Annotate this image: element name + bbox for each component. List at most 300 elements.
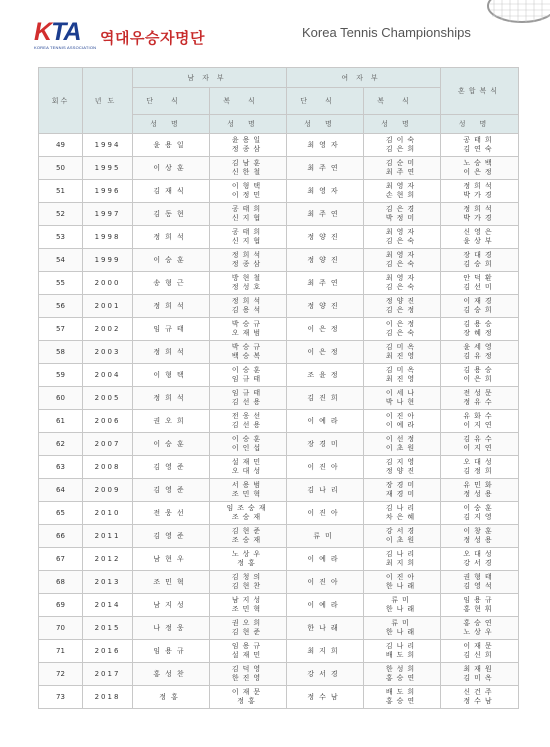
player-name: 김현준 (231, 527, 265, 535)
mixed-doubles-cell (441, 571, 519, 594)
women-singles-cell: 한나래 (287, 617, 364, 640)
player-name: 류미 (391, 619, 413, 627)
table-row (39, 456, 519, 479)
player-name: 박승규 (231, 343, 265, 351)
player-name: 신한철 (231, 168, 265, 176)
mixed-doubles-cell (441, 249, 519, 272)
player-name: 배도희 (385, 688, 419, 696)
player-name: 강서경 (463, 559, 496, 567)
champions-table (38, 67, 518, 709)
table-row (39, 226, 519, 249)
women-singles-cell: 정수남 (287, 686, 364, 709)
player-name: 김은숙 (385, 237, 419, 245)
men-division-header: 남자부 (133, 68, 287, 88)
year-cell: 2004 (83, 364, 133, 387)
mixed-doubles-cell (441, 686, 519, 709)
year-cell: 2003 (83, 341, 133, 364)
mixed-doubles-cell (441, 318, 519, 341)
men-singles-cell: 남지성 (133, 594, 210, 617)
table-row (39, 686, 519, 709)
round-cell: 49 (39, 134, 83, 157)
table-row (39, 134, 519, 157)
women-division-header: 여자부 (287, 68, 441, 88)
player-name: 이은정 (385, 320, 419, 328)
women-singles-cell: 정양진 (287, 295, 364, 318)
player-name: 이형택 (231, 182, 265, 190)
player-name: 최영자 (385, 251, 419, 259)
player-name: 정희석 (463, 205, 496, 213)
round-cell: 62 (39, 433, 83, 456)
mixed-doubles-cell (441, 272, 519, 295)
women-singles-cell: 최지희 (287, 640, 364, 663)
men-singles-cell: 김영준 (133, 456, 210, 479)
table-row (39, 663, 519, 686)
player-name: 장혜정 (463, 329, 496, 337)
player-name: 정홍 (237, 697, 259, 705)
men-doubles-cell (210, 548, 287, 571)
player-name: 한성희 (385, 665, 419, 673)
men-doubles-cell (210, 387, 287, 410)
men-singles-cell: 이형택 (133, 364, 210, 387)
player-name: 정유수 (463, 398, 496, 406)
player-name: 오대성 (463, 550, 496, 558)
player-name: 김미옥 (385, 366, 419, 374)
mixed-doubles-cell (441, 525, 519, 548)
round-cell: 53 (39, 226, 83, 249)
women-singles-cell: 이진아 (287, 571, 364, 594)
mixed-doubles-cell (441, 617, 519, 640)
player-name: 이승훈 (231, 366, 265, 374)
table-row (39, 640, 519, 663)
player-name: 설재민 (231, 651, 265, 659)
round-cell: 59 (39, 364, 83, 387)
player-name: 김선용 (231, 421, 265, 429)
mixed-doubles-cell (441, 456, 519, 479)
women-doubles-cell (364, 594, 441, 617)
player-name: 김나리 (385, 642, 419, 650)
year-cell: 1996 (83, 180, 133, 203)
men-doubles-cell (210, 341, 287, 364)
page-title-english: Korea Tennis Championships (302, 25, 471, 40)
col-round-header: 회수 (39, 68, 83, 134)
women-singles-header: 단식 (287, 88, 364, 115)
men-singles-cell: 정희석 (133, 341, 210, 364)
player-name: 신건주 (463, 688, 496, 696)
men-doubles-cell (210, 479, 287, 502)
women-doubles-cell (364, 134, 441, 157)
men-doubles-cell (210, 594, 287, 617)
men-singles-cell: 이승훈 (133, 249, 210, 272)
kta-logo (34, 20, 96, 50)
player-name: 한나래 (385, 605, 419, 613)
table-row (39, 571, 519, 594)
mixed-doubles-cell (441, 387, 519, 410)
player-name: 정희석 (231, 297, 265, 305)
player-name: 최진영 (385, 375, 419, 383)
player-name: 김미옥 (385, 343, 419, 351)
women-singles-cell: 김나리 (287, 479, 364, 502)
round-cell: 69 (39, 594, 83, 617)
round-cell: 55 (39, 272, 83, 295)
women-doubles-cell (364, 502, 441, 525)
player-name: 임용규 (231, 642, 265, 650)
player-name: 정양진 (385, 297, 419, 305)
player-name: 정성용 (463, 490, 496, 498)
player-name: 김나리 (385, 504, 419, 512)
player-name: 강서경 (385, 527, 419, 535)
women-singles-cell: 정양진 (287, 226, 364, 249)
men-doubles-cell (210, 134, 287, 157)
player-name: 정종삼 (231, 145, 265, 153)
men-singles-cell: 이상훈 (133, 157, 210, 180)
men-doubles-cell (210, 525, 287, 548)
year-cell: 1999 (83, 249, 133, 272)
table-row (39, 341, 519, 364)
player-name: 정수남 (463, 697, 496, 705)
mixed-doubles-cell (441, 341, 519, 364)
year-cell: 2016 (83, 640, 133, 663)
men-singles-cell: 송형근 (133, 272, 210, 295)
women-singles-cell: 최주연 (287, 272, 364, 295)
player-name: 노상우 (463, 628, 496, 636)
player-name: 이초원 (385, 536, 419, 544)
player-name: 전성문 (463, 389, 496, 397)
player-name: 정희석 (231, 251, 265, 259)
men-singles-cell: 정희석 (133, 226, 210, 249)
year-cell: 2014 (83, 594, 133, 617)
women-doubles-cell (364, 548, 441, 571)
women-doubles-cell (364, 387, 441, 410)
player-name: 김미옥 (463, 674, 496, 682)
player-name: 이세나 (385, 389, 419, 397)
player-name: 최영자 (385, 182, 419, 190)
player-name: 김승희 (463, 260, 496, 268)
year-cell: 2015 (83, 617, 133, 640)
player-name: 신지협 (231, 237, 265, 245)
player-name: 이재경 (463, 297, 496, 305)
mixed-doubles-cell (441, 364, 519, 387)
player-name: 홍현휘 (463, 605, 496, 613)
player-name: 이재문 (463, 642, 496, 650)
women-doubles-cell (364, 617, 441, 640)
women-doubles-cell (364, 180, 441, 203)
women-doubles-cell (364, 525, 441, 548)
mixed-doubles-cell (441, 502, 519, 525)
player-name: 최영자 (385, 274, 419, 282)
player-name: 정종삼 (231, 260, 265, 268)
player-name: 이초원 (385, 444, 419, 452)
player-name: 최영자 (385, 228, 419, 236)
player-name: 차은혜 (385, 513, 419, 521)
player-name: 김선미 (463, 283, 496, 291)
men-singles-cell: 정희석 (133, 295, 210, 318)
player-name: 이예라 (385, 421, 419, 429)
women-singles-cell: 정양진 (287, 249, 364, 272)
men-singles-cell: 전웅선 (133, 502, 210, 525)
mixed-doubles-cell (441, 548, 519, 571)
men-doubles-cell (210, 295, 287, 318)
table-row (39, 157, 519, 180)
women-singles-cell: 조윤정 (287, 364, 364, 387)
player-name: 설재민 (231, 458, 265, 466)
round-cell: 70 (39, 617, 83, 640)
player-name: 김용석 (231, 306, 265, 314)
men-doubles-cell (210, 456, 287, 479)
page-title-korean: 역대우승자명단 (100, 29, 205, 47)
women-singles-cell: 이은정 (287, 341, 364, 364)
year-cell: 2002 (83, 318, 133, 341)
player-name: 김영석 (463, 582, 496, 590)
player-name: 김현준 (231, 628, 265, 636)
player-name: 김유수 (463, 435, 496, 443)
player-name: 정희석 (463, 182, 496, 190)
table-row (39, 249, 519, 272)
women-singles-cell: 장경미 (287, 433, 364, 456)
player-name: 홍승연 (385, 697, 419, 705)
logo-subtitle: KOREA TENNIS ASSOCIATION (34, 45, 97, 50)
round-cell: 66 (39, 525, 83, 548)
player-name: 홍승연 (385, 674, 419, 682)
player-name: 윤세영 (463, 343, 496, 351)
player-name: 신지협 (231, 214, 265, 222)
women-doubles-cell (364, 433, 441, 456)
men-doubles-cell (210, 640, 287, 663)
name-subheader: 성명 (133, 115, 210, 134)
women-doubles-cell (364, 663, 441, 686)
men-singles-cell: 남현우 (133, 548, 210, 571)
player-name: 윤상부 (463, 237, 496, 245)
women-singles-cell: 이예라 (287, 410, 364, 433)
tennis-racket-icon (472, 0, 550, 34)
player-name: 김지영 (385, 458, 419, 466)
player-name: 김은숙 (385, 260, 419, 268)
round-cell: 56 (39, 295, 83, 318)
player-name: 김현찬 (231, 582, 265, 590)
mixed-doubles-cell (441, 295, 519, 318)
men-doubles-cell (210, 502, 287, 525)
men-singles-cell: 조민혁 (133, 571, 210, 594)
page-header (0, 0, 550, 60)
player-name: 이은희 (463, 375, 496, 383)
player-name: 최재원 (463, 665, 496, 673)
mixed-doubles-cell (441, 479, 519, 502)
player-name: 김나리 (385, 550, 419, 558)
men-doubles-cell (210, 686, 287, 709)
player-name: 정홍 (237, 559, 259, 567)
player-name: 이승훈 (231, 435, 265, 443)
table-row (39, 410, 519, 433)
round-cell: 54 (39, 249, 83, 272)
round-cell: 72 (39, 663, 83, 686)
table-row (39, 272, 519, 295)
table-row (39, 203, 519, 226)
men-singles-cell: 김영준 (133, 479, 210, 502)
player-name: 이창훈 (463, 527, 496, 535)
men-singles-cell: 정홍 (133, 686, 210, 709)
player-name: 김은경 (385, 205, 419, 213)
men-singles-cell: 임규태 (133, 318, 210, 341)
men-singles-cell: 권오희 (133, 410, 210, 433)
player-name: 김덕영 (231, 665, 265, 673)
women-doubles-cell (364, 295, 441, 318)
round-cell: 71 (39, 640, 83, 663)
player-name: 권형태 (463, 573, 496, 581)
women-singles-cell: 이은정 (287, 318, 364, 341)
player-name: 장경미 (385, 481, 419, 489)
table-row (39, 387, 519, 410)
men-singles-header: 단식 (133, 88, 210, 115)
round-cell: 60 (39, 387, 83, 410)
women-doubles-cell (364, 226, 441, 249)
player-name: 임규태 (231, 375, 265, 383)
player-name: 김선용 (231, 398, 265, 406)
player-name: 최지희 (385, 559, 419, 567)
mixed-doubles-cell (441, 594, 519, 617)
player-name: 정성용 (463, 536, 496, 544)
name-subheader: 성명 (210, 115, 287, 134)
name-subheader: 성명 (441, 115, 519, 134)
women-doubles-header: 복식 (364, 88, 441, 115)
player-name: 김신희 (463, 651, 496, 659)
player-name: 한나래 (385, 628, 419, 636)
women-doubles-cell (364, 272, 441, 295)
men-doubles-cell (210, 249, 287, 272)
player-name: 손현희 (385, 191, 419, 199)
player-name: 장대경 (463, 251, 496, 259)
round-cell: 64 (39, 479, 83, 502)
player-name: 이지연 (463, 444, 496, 452)
player-name: 노승백 (463, 159, 496, 167)
women-doubles-cell (364, 318, 441, 341)
player-name: 김지영 (463, 513, 496, 521)
men-doubles-cell (210, 663, 287, 686)
men-singles-cell: 정희석 (133, 387, 210, 410)
year-cell: 1997 (83, 203, 133, 226)
table-row (39, 502, 519, 525)
round-cell: 50 (39, 157, 83, 180)
men-singles-cell: 윤용일 (133, 134, 210, 157)
player-name: 이인섭 (231, 444, 265, 452)
player-name: 권오희 (231, 619, 265, 627)
player-name: 오대성 (463, 458, 496, 466)
women-singles-cell: 강서경 (287, 663, 364, 686)
men-singles-cell: 김영준 (133, 525, 210, 548)
player-name: 김남훈 (231, 159, 265, 167)
men-doubles-cell (210, 617, 287, 640)
year-cell: 2007 (83, 433, 133, 456)
name-subheader: 성명 (364, 115, 441, 134)
table-row (39, 479, 519, 502)
round-cell: 67 (39, 548, 83, 571)
player-name: 한진영 (231, 674, 265, 682)
men-doubles-cell (210, 571, 287, 594)
men-doubles-cell (210, 226, 287, 249)
women-singles-cell: 최영자 (287, 180, 364, 203)
year-cell: 2011 (83, 525, 133, 548)
player-name: 조숭재 (231, 513, 265, 521)
year-cell: 2008 (83, 456, 133, 479)
player-name: 백승복 (231, 352, 265, 360)
women-singles-cell: 이예라 (287, 594, 364, 617)
men-singles-cell: 임용규 (133, 640, 210, 663)
player-name: 이진아 (385, 573, 419, 581)
player-name: 한나래 (385, 582, 419, 590)
player-name: 조민혁 (231, 490, 265, 498)
player-name: 이숭훈 (463, 504, 496, 512)
player-name: 전웅선 (231, 412, 265, 420)
women-doubles-cell (364, 686, 441, 709)
player-name: 조숭재 (231, 536, 265, 544)
player-name: 임규태 (231, 389, 265, 397)
player-name: 김유정 (463, 352, 496, 360)
women-doubles-cell (364, 571, 441, 594)
player-name: 최주연 (385, 168, 419, 176)
player-name: 박가경 (463, 214, 496, 222)
men-doubles-cell (210, 318, 287, 341)
table-row (39, 525, 519, 548)
men-singles-cell: 이승훈 (133, 433, 210, 456)
year-cell: 2005 (83, 387, 133, 410)
men-doubles-cell (210, 203, 287, 226)
women-singles-cell: 최영자 (287, 134, 364, 157)
round-cell: 61 (39, 410, 83, 433)
women-doubles-cell (364, 157, 441, 180)
women-doubles-cell (364, 341, 441, 364)
year-cell: 2006 (83, 410, 133, 433)
table-row (39, 433, 519, 456)
player-name: 류미 (391, 596, 413, 604)
player-name: 유민화 (463, 481, 496, 489)
player-name: 이진아 (385, 412, 419, 420)
women-doubles-cell (364, 640, 441, 663)
year-cell: 1995 (83, 157, 133, 180)
women-doubles-cell (364, 203, 441, 226)
player-name: 이재문 (231, 688, 265, 696)
women-singles-cell: 김진희 (287, 387, 364, 410)
year-cell: 1994 (83, 134, 133, 157)
men-doubles-cell (210, 410, 287, 433)
table-row (39, 180, 519, 203)
logo-letter-k: K (34, 18, 52, 46)
col-year-header: 년도 (83, 68, 133, 134)
year-cell: 2000 (83, 272, 133, 295)
mixed-doubles-cell (441, 663, 519, 686)
year-cell: 2012 (83, 548, 133, 571)
player-name: 방현철 (231, 274, 265, 282)
player-name: 신영은 (463, 228, 496, 236)
round-cell: 58 (39, 341, 83, 364)
player-name: 서용범 (231, 481, 265, 489)
mixed-doubles-cell (441, 433, 519, 456)
mixed-doubles-cell (441, 203, 519, 226)
year-cell: 1998 (83, 226, 133, 249)
player-name: 임용규 (463, 596, 496, 604)
round-cell: 65 (39, 502, 83, 525)
men-doubles-cell (210, 180, 287, 203)
mixed-doubles-cell (441, 226, 519, 249)
player-name: 남지성 (231, 596, 265, 604)
player-name: 김순미 (385, 159, 419, 167)
table-row (39, 617, 519, 640)
mixed-doubles-cell (441, 180, 519, 203)
player-name: 김은희 (385, 145, 419, 153)
round-cell: 73 (39, 686, 83, 709)
player-name: 윤용일 (231, 136, 265, 144)
player-name: 공태희 (463, 136, 496, 144)
player-name: 정성호 (231, 283, 265, 291)
player-name: 안덕환 (463, 274, 496, 282)
mixed-doubles-header: 혼합복식 (441, 68, 519, 115)
